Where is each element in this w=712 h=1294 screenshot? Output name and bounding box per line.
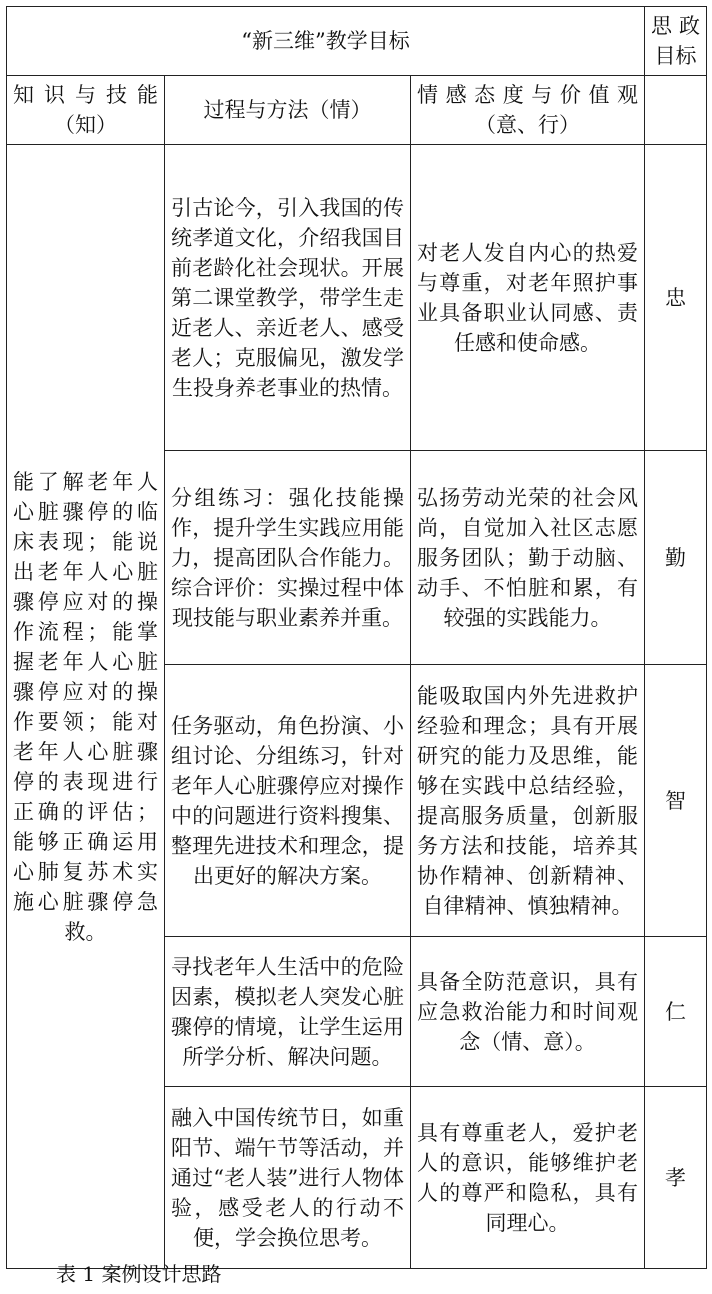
process-cell: 分组练习：强化技能操作，提升学生实践应用能力，提高团队合作能力。综合评价：实操过程中体现技能与职业素养并重。 — [165, 451, 411, 665]
table-title-cell: “新三维”教学目标 — [7, 7, 645, 76]
case-design-table — [6, 6, 707, 1269]
process-cell: 融入中国传统节日，如重阳节、端午节等活动，并通过“老人装”进行人物体验，感受老人的行动不便，学会换位思考。 — [165, 1087, 411, 1269]
emotion-cell: 具备全防范意识，具有应急救治能力和时间观念（情、意）。 — [411, 937, 645, 1087]
knowledge-cell: 能了解老年人心脏骤停的临床表现；能说出老年人心脏骤停应对的操作流程；能掌握老年人心脏骤停应对的操作要领；能对老年人心脏骤停的表现进行正确的评估；能够正确运用心肺复苏术实施心脏骤停急救。 — [7, 145, 165, 1269]
sz-header-blank — [645, 76, 707, 145]
col-header-emotion: 情感态度与价值观（意、行） — [411, 76, 645, 145]
sz-aim-cell: 孝 — [645, 1087, 707, 1269]
sz-header-cell: 思政目标 — [645, 7, 707, 76]
sz-aim-cell: 仁 — [645, 937, 707, 1087]
process-cell: 引古论今，引入我国的传统孝道文化，介绍我国目前老龄化社会现状。开展第二课堂教学，带学生走近老人、亲近老人、感受老人；克服偏见，激发学生投身养老事业的热情。 — [165, 145, 411, 451]
col-header-process: 过程与方法（情） — [165, 76, 411, 145]
table-row — [7, 145, 707, 451]
process-cell: 寻找老年人生活中的危险因素，模拟老人突发心脏骤停的情境，让学生运用所学分析、解决问题。 — [165, 937, 411, 1087]
sz-aim-cell: 智 — [645, 665, 707, 937]
table-caption: 表 1 案例设计思路 — [56, 1262, 222, 1286]
process-cell: 任务驱动，角色扮演、小组讨论、分组练习，针对老年人心脏骤停应对操作中的问题进行资料搜集、整理先进技术和理念，提出更好的解决方案。 — [165, 665, 411, 937]
col-header-knowledge: 知 识 与 技 能（知） — [7, 76, 165, 145]
sz-aim-cell: 忠 — [645, 145, 707, 451]
emotion-cell: 能吸取国内外先进救护经验和理念；具有开展研究的能力及思维，能够在实践中总结经验，提高服务质量，创新服务方法和技能，培养其协作精神、创新精神、自律精神、慎独精神。 — [411, 665, 645, 937]
emotion-cell: 弘扬劳动光荣的社会风尚，自觉加入社区志愿服务团队；勤于动脑、动手、不怕脏和累，有较强的实践能力。 — [411, 451, 645, 665]
emotion-cell: 具有尊重老人，爱护老人的意识，能够维护老人的尊严和隐私，具有同理心。 — [411, 1087, 645, 1269]
sz-aim-cell: 勤 — [645, 451, 707, 665]
emotion-cell: 对老人发自内心的热爱与尊重，对老年照护事业具备职业认同感、责任感和使命感。 — [411, 145, 645, 451]
